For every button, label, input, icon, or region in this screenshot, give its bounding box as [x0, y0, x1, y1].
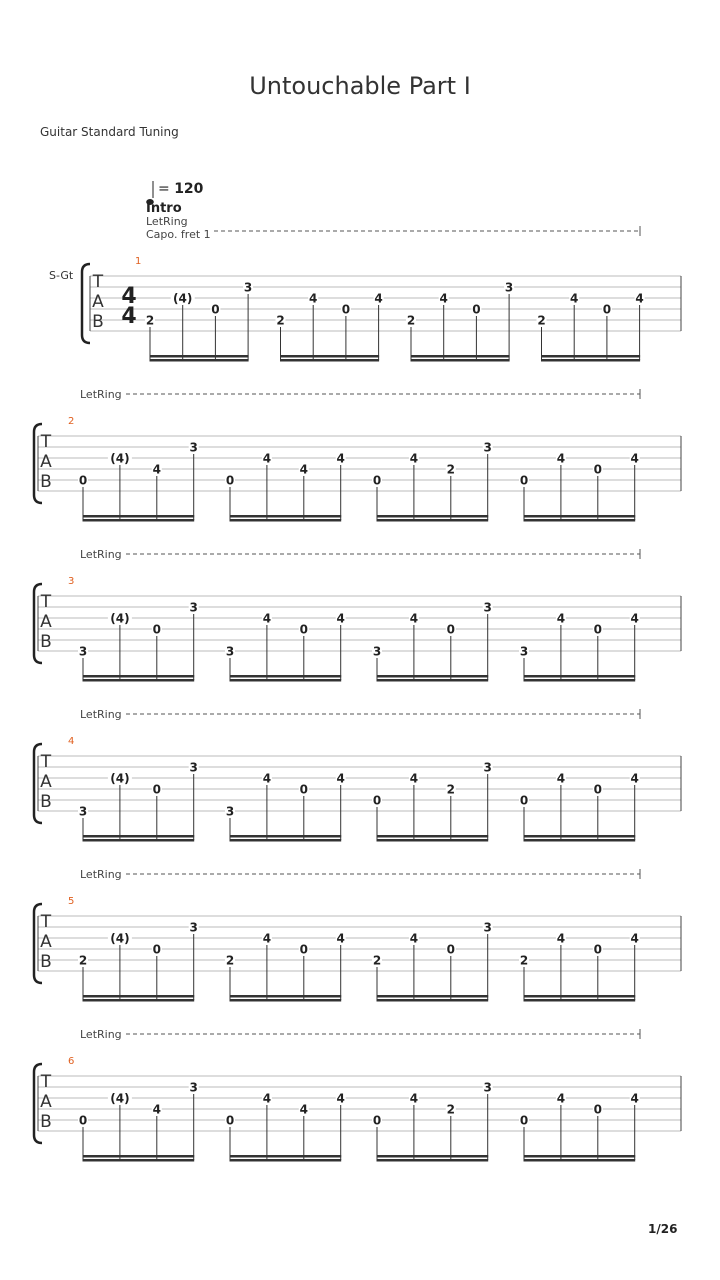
fret-number: 4: [152, 1102, 161, 1117]
beam-primary: [83, 835, 195, 838]
fret-number: 4: [630, 931, 639, 946]
measure-number: 2: [68, 416, 75, 427]
measure-number: 1: [135, 256, 142, 267]
fret-number: 3: [189, 920, 198, 935]
beam-secondary: [524, 519, 636, 522]
beam-primary: [411, 355, 510, 358]
fret-number: 3: [372, 644, 382, 659]
fret-number: (4): [110, 1091, 130, 1106]
fret-number: 4: [630, 1091, 639, 1106]
fret-number: 4: [262, 611, 272, 626]
fret-number: 4: [630, 451, 639, 466]
fret-number: 0: [225, 1113, 235, 1128]
beam-primary: [150, 355, 249, 358]
fret-number: 2: [446, 1102, 455, 1117]
fret-number: 4: [556, 931, 566, 946]
fret-number: 0: [152, 782, 161, 797]
beam-secondary: [230, 839, 342, 842]
beam-primary: [83, 675, 195, 678]
time-signature-numerator: 4: [121, 284, 137, 309]
fret-number: 3: [189, 760, 198, 775]
let-ring-label: LetRing: [80, 708, 122, 721]
beam-primary: [524, 675, 636, 678]
let-ring-label: LetRing: [80, 548, 122, 561]
tempo-marking: [158, 181, 204, 197]
fret-number: 3: [225, 644, 235, 659]
beam-primary: [83, 995, 195, 998]
fret-number: 0: [299, 622, 308, 637]
fret-number: 4: [556, 1091, 566, 1106]
fret-number: 0: [78, 473, 88, 488]
fret-number: 2: [225, 953, 235, 968]
fret-number: 4: [556, 451, 566, 466]
beam-secondary: [377, 519, 489, 522]
beam-secondary: [150, 359, 249, 362]
fret-number: 3: [189, 440, 198, 455]
fret-number: 4: [336, 1091, 345, 1106]
tempo-value: 120: [174, 181, 204, 197]
fret-number: 0: [299, 782, 308, 797]
beam-primary: [524, 1155, 636, 1158]
beam-secondary: [230, 1159, 342, 1162]
beam-primary: [541, 355, 640, 358]
fret-number: 2: [276, 313, 285, 328]
tab-clef-letter: A: [40, 1092, 52, 1112]
fret-number: 4: [570, 291, 579, 306]
fret-number: 0: [472, 302, 481, 317]
fret-number: 4: [556, 611, 566, 626]
beam-secondary: [541, 359, 640, 362]
beam-primary: [524, 515, 636, 518]
beam-secondary: [280, 359, 379, 362]
fret-number: 0: [446, 942, 455, 957]
fret-number: 2: [519, 953, 529, 968]
fret-number: 2: [446, 462, 455, 477]
fret-number: 4: [336, 931, 345, 946]
beam-secondary: [377, 1159, 489, 1162]
fret-number: 0: [593, 1102, 602, 1117]
beam-primary: [230, 835, 342, 838]
beam-primary: [280, 355, 379, 358]
fret-number: 4: [630, 611, 639, 626]
let-ring-label: LetRing: [80, 868, 122, 881]
fret-number: 4: [336, 611, 345, 626]
section-marker: Intro: [146, 201, 182, 216]
score-title: Untouchable Part I: [249, 72, 471, 100]
tab-clef-letter: A: [40, 932, 52, 952]
tempo-prefix: =: [158, 181, 175, 197]
fret-number: 0: [152, 622, 161, 637]
fret-number: 4: [299, 462, 308, 477]
beam-secondary: [83, 519, 195, 522]
fret-number: 4: [336, 771, 345, 786]
beam-secondary: [83, 679, 195, 682]
measure-number: 6: [68, 1056, 75, 1067]
beam-secondary: [230, 999, 342, 1002]
tab-clef-letter: T: [40, 752, 52, 772]
fret-number: 2: [78, 953, 88, 968]
system-bracket: [82, 264, 90, 343]
beam-secondary: [230, 519, 342, 522]
beam-secondary: [524, 1159, 636, 1162]
fret-number: 2: [145, 313, 155, 328]
time-signature-denominator: 4: [121, 304, 137, 329]
beam-secondary: [377, 839, 489, 842]
beam-primary: [377, 835, 489, 838]
fret-number: 3: [483, 600, 492, 615]
fret-number: (4): [110, 931, 130, 946]
tab-clef-letter: A: [92, 292, 104, 312]
fret-number: 0: [519, 793, 529, 808]
fret-number: 0: [593, 462, 602, 477]
beam-primary: [83, 515, 195, 518]
fret-number: 3: [189, 600, 198, 615]
fret-number: 2: [372, 953, 382, 968]
fret-number: 2: [537, 313, 546, 328]
fret-number: (4): [110, 451, 130, 466]
fret-number: 0: [152, 942, 161, 957]
fret-number: (4): [173, 291, 193, 306]
fret-number: 3: [483, 920, 492, 935]
fret-number: 4: [556, 771, 566, 786]
fret-number: 2: [446, 782, 455, 797]
beam-primary: [524, 995, 636, 998]
fret-number: 4: [409, 1091, 419, 1106]
tab-clef-letter: B: [40, 1112, 52, 1132]
fret-number: 0: [519, 473, 529, 488]
fret-number: 0: [519, 1113, 529, 1128]
tuning-label: Guitar Standard Tuning: [40, 125, 179, 139]
beam-primary: [230, 1155, 342, 1158]
fret-number: 4: [262, 931, 272, 946]
beam-primary: [377, 1155, 489, 1158]
fret-number: 0: [372, 793, 382, 808]
fret-number: 4: [262, 771, 272, 786]
fret-number: 4: [336, 451, 345, 466]
tab-clef-letter: B: [92, 312, 104, 332]
fret-number: 4: [262, 1091, 272, 1106]
fret-number: (4): [110, 771, 130, 786]
beam-secondary: [377, 679, 489, 682]
tab-clef-letter: B: [40, 472, 52, 492]
measure-number: 4: [68, 736, 75, 747]
fret-number: 0: [225, 473, 235, 488]
beam-secondary: [230, 679, 342, 682]
fret-number: 3: [189, 1080, 198, 1095]
tab-clef-letter: B: [40, 632, 52, 652]
beam-secondary: [524, 839, 636, 842]
beam-secondary: [83, 999, 195, 1002]
fret-number: (4): [110, 611, 130, 626]
track-name: S-Gt: [49, 269, 74, 282]
beam-primary: [377, 515, 489, 518]
let-ring-label: LetRing: [146, 215, 188, 228]
fret-number: 4: [439, 291, 448, 306]
page-number: 1/26: [648, 1222, 678, 1236]
beam-secondary: [524, 679, 636, 682]
beam-primary: [230, 515, 342, 518]
tab-clef-letter: T: [40, 1072, 52, 1092]
fret-number: 4: [309, 291, 318, 306]
fret-number: 0: [593, 622, 602, 637]
fret-number: 3: [483, 440, 492, 455]
fret-number: 0: [602, 302, 612, 317]
fret-number: 0: [299, 942, 308, 957]
tab-clef-letter: T: [40, 592, 52, 612]
fret-number: 4: [409, 931, 419, 946]
fret-number: 4: [630, 771, 639, 786]
capo-label: Capo. fret 1: [146, 228, 211, 241]
fret-number: 3: [519, 644, 529, 659]
fret-number: 3: [504, 280, 514, 295]
let-ring-label: LetRing: [80, 1028, 122, 1041]
beam-secondary: [83, 1159, 195, 1162]
beam-secondary: [411, 359, 510, 362]
fret-number: 0: [593, 942, 602, 957]
fret-number: 4: [409, 611, 419, 626]
fret-number: 3: [78, 644, 88, 659]
fret-number: 0: [341, 302, 351, 317]
fret-number: 0: [372, 473, 382, 488]
tab-clef-letter: T: [40, 912, 52, 932]
fret-number: 0: [211, 302, 220, 317]
fret-number: 3: [483, 760, 492, 775]
fret-number: 3: [483, 1080, 492, 1095]
fret-number: 3: [243, 280, 253, 295]
fret-number: 4: [152, 462, 161, 477]
beam-primary: [377, 675, 489, 678]
beam-secondary: [83, 839, 195, 842]
fret-number: 4: [374, 291, 383, 306]
measure-number: 3: [68, 576, 75, 587]
fret-number: 2: [406, 313, 416, 328]
tab-clef-letter: A: [40, 772, 52, 792]
fret-number: 0: [593, 782, 602, 797]
fret-number: 3: [78, 804, 88, 819]
fret-number: 0: [78, 1113, 88, 1128]
fret-number: 0: [446, 622, 455, 637]
tab-clef-letter: T: [92, 272, 104, 292]
beam-primary: [230, 675, 342, 678]
fret-number: 0: [372, 1113, 382, 1128]
beam-primary: [230, 995, 342, 998]
beam-secondary: [524, 999, 636, 1002]
beam-secondary: [377, 999, 489, 1002]
tab-clef-letter: A: [40, 452, 52, 472]
tab-clef-letter: T: [40, 432, 52, 452]
fret-number: 4: [409, 451, 419, 466]
fret-number: 4: [262, 451, 272, 466]
beam-primary: [524, 835, 636, 838]
fret-number: 4: [409, 771, 419, 786]
tab-clef-letter: A: [40, 612, 52, 632]
let-ring-label: LetRing: [80, 388, 122, 401]
fret-number: 4: [299, 1102, 308, 1117]
measure-number: 5: [68, 896, 75, 907]
beam-primary: [83, 1155, 195, 1158]
beam-primary: [377, 995, 489, 998]
tab-clef-letter: B: [40, 792, 52, 812]
tab-clef-letter: B: [40, 952, 52, 972]
fret-number: 3: [225, 804, 235, 819]
fret-number: 4: [635, 291, 644, 306]
